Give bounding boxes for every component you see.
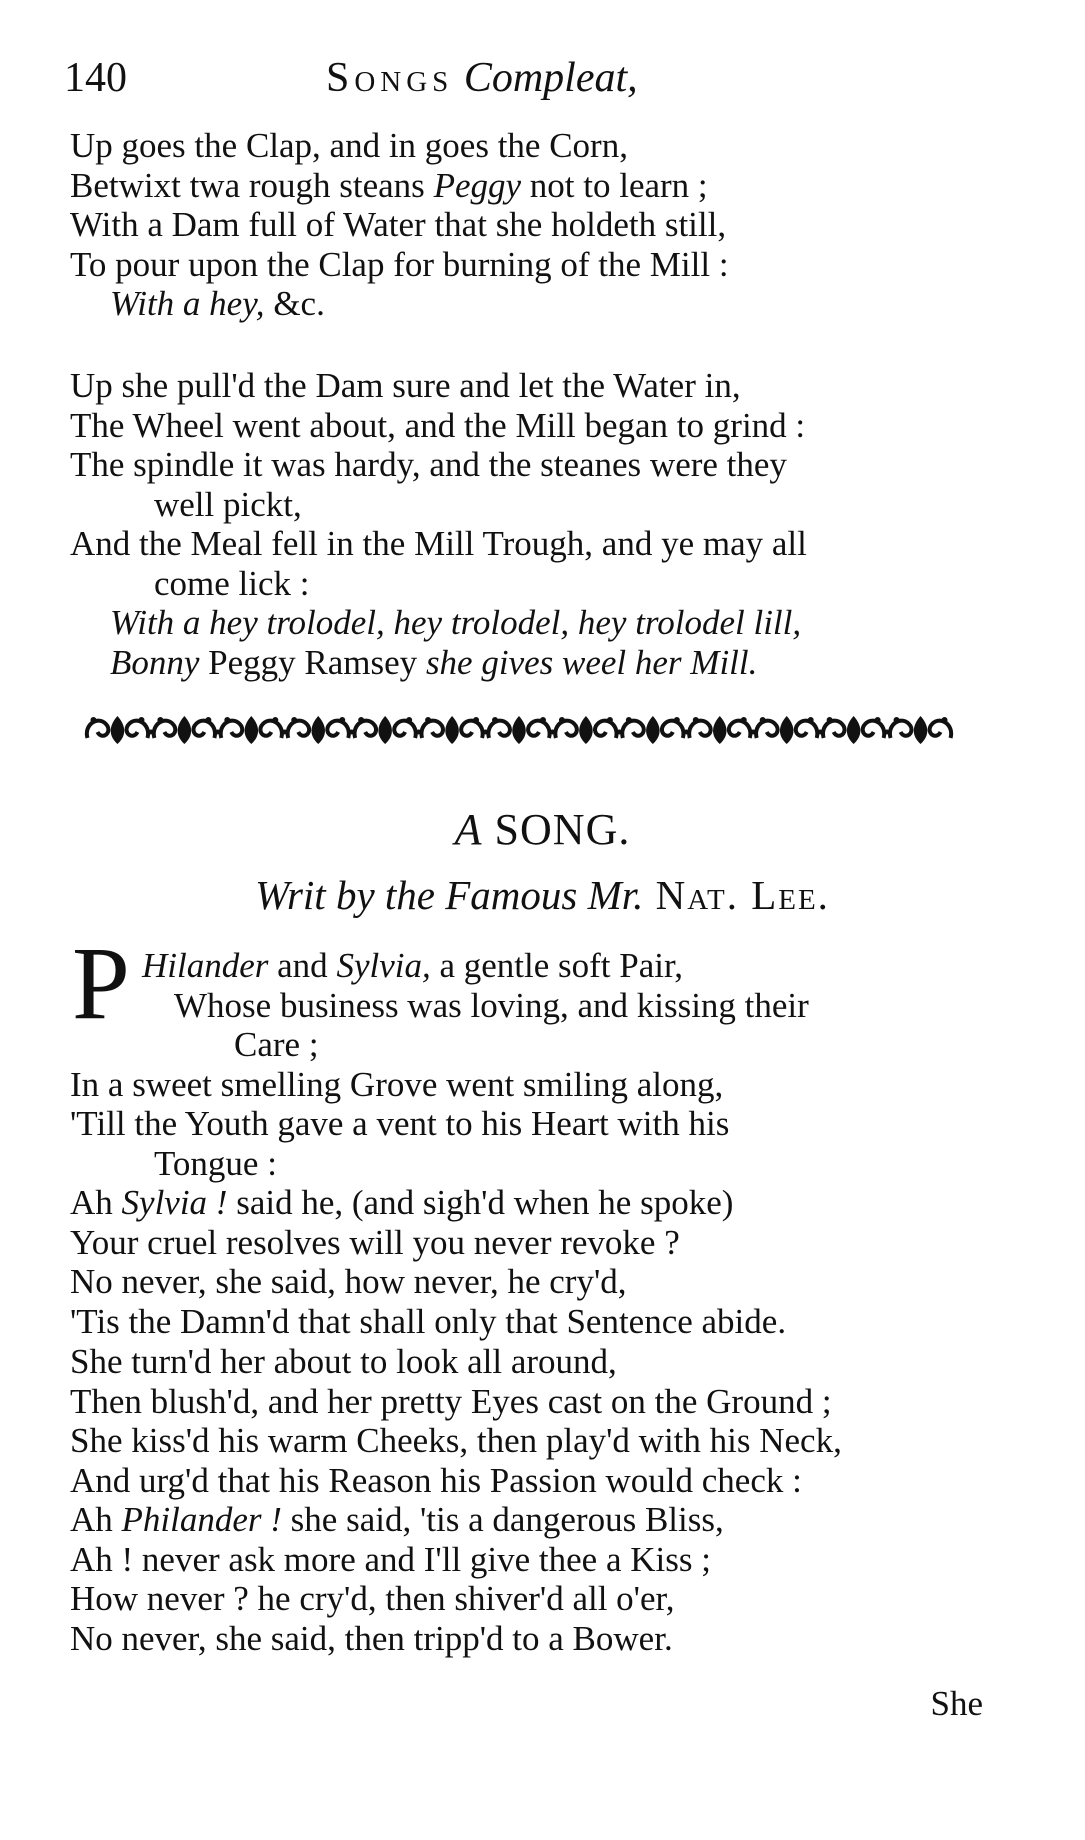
fleuron-icon (154, 716, 215, 744)
running-title-smallcaps: Songs (326, 55, 454, 101)
verse-line: With a Dam full of Water that she holdeth still, (70, 205, 727, 244)
verse-line: Up she pull'd the Dam sure and let the Water in, (70, 366, 741, 405)
running-head (64, 48, 1024, 108)
stanza-3 (70, 946, 1010, 1341)
verse-line: The Wheel went about, and the Mill began to grind : (70, 405, 806, 445)
verse-text: a gentle soft Pair, (430, 946, 683, 985)
song-title-article: A (454, 805, 483, 854)
verse-name-peggy: Peggy (433, 165, 522, 205)
verse-line: The spindle it was hardy, and the steanes were they (70, 445, 787, 484)
verse-line: No never, she said, then tripp'd to a Bower. (70, 1618, 673, 1658)
verse-text: she said, 'tis a dangerous Bliss, (281, 1500, 724, 1539)
verse-line: She turn'd her about to look all around, (70, 1342, 617, 1381)
page-number: 140 (64, 55, 127, 101)
fleuron-icon (823, 716, 884, 744)
verse-line: 'Till the Youth gave a vent to his Heart with his (70, 1104, 730, 1143)
verse-name-philander: Philander ! (121, 1500, 282, 1539)
fleuron-icon (221, 716, 282, 744)
fleuron-icon (288, 716, 349, 744)
fleuron-icon (421, 716, 482, 744)
stanza-4 (70, 1342, 1010, 1658)
verse-line (70, 1183, 1010, 1223)
verse-line: No never, she said, how never, he cry'd, (70, 1262, 627, 1301)
verse-line: 'Tis the Damn'd that shall only that Sentence abide. (70, 1301, 787, 1341)
verse-line: And urg'd that his Reason his Passion would check : (70, 1460, 802, 1500)
verse-name-sylvia: Sylvia ! (121, 1183, 228, 1222)
verse-text: Betwixt twa rough steans (70, 165, 434, 205)
verse-line: Your cruel resolves will you never revoke ? (70, 1222, 680, 1262)
running-title (326, 48, 638, 108)
refrain-text: Bonny (110, 642, 200, 682)
verse-name-philander: Hilander (142, 946, 269, 985)
refrain-text: With a hey, (110, 284, 265, 323)
verse-line-continued: Tongue : (154, 1143, 277, 1183)
fleuron-icon (622, 716, 683, 744)
verse-text: Ah (70, 1183, 122, 1222)
verse-line: To pour upon the Clap for burning of the Mill : (70, 244, 729, 284)
refrain-line (70, 643, 1010, 683)
fleuron-icon (756, 716, 817, 744)
verse-text: and (268, 946, 337, 985)
verse-line (70, 1500, 1010, 1540)
fleuron-icon (488, 716, 549, 744)
stanza-1 (70, 126, 1010, 324)
refrain-line (70, 284, 1010, 324)
song-author: Nat. Lee. (643, 872, 830, 918)
verse-line: How never ? he cry'd, then shiver'd all o'er, (70, 1579, 675, 1618)
verse-line (70, 946, 1010, 986)
fleuron-icon (689, 716, 750, 744)
running-title-italic: Compleat, (463, 55, 638, 101)
verse-line: Then blush'd, and her pretty Eyes cast on the Ground ; (70, 1381, 832, 1421)
verse-line-continued: Care ; (234, 1025, 319, 1064)
verse-line: Ah ! never ask more and I'll give thee a Kiss ; (70, 1539, 711, 1579)
song-title (0, 800, 1085, 860)
song-subtitle-italic: Writ by the Famous Mr. (255, 872, 644, 918)
catchword: She (930, 1684, 983, 1723)
fleuron-band-icon (84, 712, 954, 748)
verse-line: Up goes the Clap, and in goes the Corn, (70, 126, 628, 165)
verse-line: Whose business was loving, and kissing their (174, 985, 809, 1025)
refrain-name: Peggy Ramsey (199, 642, 426, 682)
verse-line: She kiss'd his warm Cheeks, then play'd with his Neck, (70, 1421, 842, 1460)
verse-name-sylvia: Sylvia, (336, 946, 431, 985)
fleuron-icon (555, 716, 616, 744)
verse-text: not to learn ; (521, 165, 708, 205)
verse-text: Ah (70, 1500, 122, 1539)
verse-line: And the Meal fell in the Mill Trough, and ye may all (70, 524, 807, 563)
refrain-text: she gives weel her Mill. (425, 642, 758, 682)
refrain-etc: &c. (264, 284, 325, 323)
drop-cap: P (72, 926, 130, 1041)
song-title-text: SONG. (482, 805, 631, 854)
stanza-2 (70, 366, 1010, 682)
fleuron-icon (87, 716, 148, 744)
refrain-line: With a hey trolodel, hey trolodel, hey trolodel lill, (110, 603, 802, 642)
song-subtitle (0, 866, 1085, 924)
verse-line: In a sweet smelling Grove went smiling along, (70, 1064, 724, 1104)
fleuron-icon (355, 716, 416, 744)
verse-line-continued: come lick : (154, 563, 310, 603)
verse-line-continued: well pickt, (154, 484, 302, 524)
verse-text: said he, (and sigh'd when he spoke) (227, 1183, 734, 1222)
fleuron-icon (890, 716, 951, 744)
verse-line (70, 166, 1010, 206)
